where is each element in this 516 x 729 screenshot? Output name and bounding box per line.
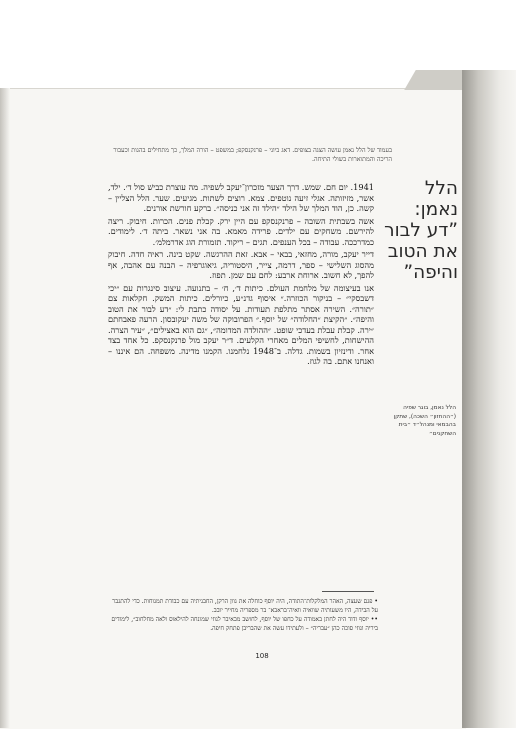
footnote: •• יוסף ודוד היה לחתן באמודה על כחפו של יוסף, לחושב מבאיבר לנוזי שמונחה להילאוס ולאה מחלחוב״, לימודים ביריה ונוזי סוכה כהן ״עבריה״ – ולעתידו עשה את שהבריבן פתחק חיפה. bbox=[111, 616, 378, 632]
body-paragraph: דייר יעקב, מורה, מחזאי, בבאי – אבא. זאת ההרגשה. שקט בינה. ראיה חדה. חיבוק מהסוג השלישי – ספר, דרמה, צייר, היסטוריה, גיאוגרפיה – הבנה עם אהבה, אף להפך, לא חשוב. ארוחת ארבע: לחם עם שמן. תפוז. bbox=[108, 249, 374, 280]
footnote: • פגם שעצה, האהר המלקלות־התודה, היה יוסף כוחלה את גוון הרקן, החבניתיה עם כבודת תמנוחות. כדי להתגבר על הבידה, היו משעותיה שוואיה וואיה־בראבא־ בר מספריה מחייר יובב. bbox=[112, 598, 378, 614]
article-body bbox=[108, 182, 374, 369]
article-title: הלל נאמן: ”דע לבור את הטוב והיפה” bbox=[384, 178, 458, 283]
page-gutter-shadow bbox=[0, 88, 10, 728]
body-paragraph: אנו בעיצומה של מלחמת העולם. כיתות ד׳, ח׳ – בתנועה. עיצוב סינגרות עם ״יכי דשבסקי״ – בניקור הכוזרה.״ איסוף גדנ״ע, כיורלים. כיתות המשק. חקלאות צם ״תורה״. השירה אסתר מתלפת תעודות. על יסודה כתבת לי: ״דע לבור את הטוב והיפה״. ״הקיצת ״החלודה״ של יוסף.״ הפרובוקה של משה יעקובסון. הרעה פאבחתם ״ירה. קבלת עבלת בעדכי שופט. ״ההולדה המדומה״, ״גם הוא באצילים״, ״עיר הצרה. ההישחות, לחשיפי המלים מאחרי הקלעים. ד״ר יעקב מול פרנקנסקפ. כל אחד בצד אחר. ודינזיון בשמות. גדלה. ב־1948 נלחמנו. הקמנו מדינה. משפחה. הם איננו – ואנחנו אתם. בה לגוז. bbox=[108, 282, 374, 366]
photo-caption: הלל נאמן, בוגר שפיה (״ההחזון״ השכה), שתקן בהבמאי ומנהל״ד ״בית השחקנים״ bbox=[393, 405, 456, 437]
body-paragraph: 1941. יום חם. שמש. דרך הצער מזכרון־יעקב לשפיה. מה עוצרת כבישׁ סול ד׳. ילד, אשר, מזיזותה. אגלי זיעה נוטפים. צמא. רוצים לשתות. מגיעים. שער. הלל הצליין – קשה. כן, הוד המלך של הילד ״הילד זה אני כניסה״. ברקע חורשת אורנים. bbox=[108, 182, 374, 213]
body-paragraph: אשה בשבתית השובה – פרנקנסקפ עם היין ירק. קבלת פנים. הכרות. חיבוק. ריצה להירשם. משחקים עם ילדים. פרידה מאמא. בה אני נשאר. ביתה ד׳. לימודים. כמדרככה. עבודה – בכל הענפים. תגים – ריקוד. תזמורת הוג אדרמלמ׳. bbox=[108, 215, 374, 247]
top-caption: בעמוד של הלל נאמן עושה הצגה בצופים. דאג ביוני – פרנקנסקפ; במשפט – הורה המלך, כך מתחילים בהגות וכעבור הריכה והמתוארות בשולי התיחה. bbox=[113, 147, 392, 163]
footnote-rule bbox=[322, 591, 374, 592]
page-stack-edge bbox=[462, 70, 516, 728]
footnotes bbox=[108, 597, 378, 633]
page-number: 108 bbox=[255, 652, 269, 660]
